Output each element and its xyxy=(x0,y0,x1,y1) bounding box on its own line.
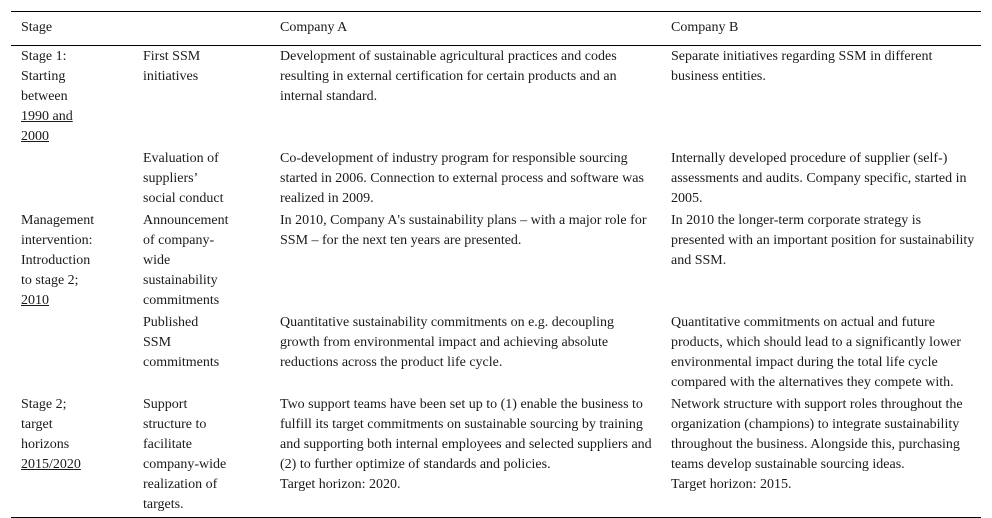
company-b-cell: Quantitative commitments on actual and future products, which should lead to a significantly lower environmental impact during the total life cycle compared with the alternatives they compete with. xyxy=(671,315,962,390)
header-stage: Stage xyxy=(11,12,133,46)
topic-line: targets. xyxy=(143,497,184,512)
topic-line: facilitate xyxy=(143,437,192,452)
stage-line: Stage 1: xyxy=(21,49,67,64)
stage-line: target xyxy=(21,417,53,432)
topic-line: social conduct xyxy=(143,191,224,206)
topic-cell xyxy=(133,209,270,311)
table-row xyxy=(11,209,981,311)
topic-line: structure to xyxy=(143,417,207,432)
header-company-a: Company A xyxy=(270,12,661,46)
stage-line: Starting xyxy=(21,69,66,84)
company-b-cell: In 2010 the longer-term corporate strategy is presented with an important position for sustainability and SSM. xyxy=(671,213,975,268)
stage-line: Stage 2; xyxy=(21,397,67,412)
topic-line: commitments xyxy=(143,355,220,370)
stage-line: between xyxy=(21,89,68,104)
company-a-cell xyxy=(270,393,661,518)
topic-cell xyxy=(133,393,270,518)
company-a-cell: In 2010, Company A's sustainability plans – with a major role for SSM – for the next ten years are presented. xyxy=(280,213,647,248)
topic-line: realization of xyxy=(143,477,218,492)
company-b-text: Network structure with support roles throughout the organization (champions) to integrate sustainability throughout the business. Alongside this, purchasing teams develop sustainable sourcing ideas. xyxy=(671,397,963,472)
table-row xyxy=(11,311,981,393)
topic-line: commitments xyxy=(143,293,220,308)
topic-line: sustainability xyxy=(143,273,218,288)
topic-line: initiatives xyxy=(143,69,199,84)
stage-period: 2010 xyxy=(21,293,49,308)
topic-line: SSM xyxy=(143,335,172,350)
stage-cell xyxy=(11,209,133,311)
topic-line: company-wide xyxy=(143,457,227,472)
header-company-b: Company B xyxy=(661,12,981,46)
topic-cell xyxy=(133,46,270,148)
table-row xyxy=(11,393,981,518)
stage-cell xyxy=(11,311,133,393)
comparison-table-container xyxy=(11,11,981,518)
company-b-cell: Separate initiatives regarding SSM in different business entities. xyxy=(671,49,933,84)
topic-line: Evaluation of xyxy=(143,151,219,166)
topic-cell xyxy=(133,311,270,393)
company-a-cell: Quantitative sustainability commitments on e.g. decoupling growth from environmental impact and achieving absolute reductions across the product life cycle. xyxy=(280,315,614,370)
stage-period: 2000 xyxy=(21,129,49,144)
stage-cell xyxy=(11,147,133,209)
stage-line: Introduction xyxy=(21,253,91,268)
company-b-cell: Internally developed procedure of supplier (self-) assessments and audits. Company specific, started in 2005. xyxy=(671,151,967,206)
table-row xyxy=(11,46,981,148)
stage-line: Management xyxy=(21,213,95,228)
stage-line: horizons xyxy=(21,437,70,452)
topic-line: Announcement xyxy=(143,213,229,228)
header-topic xyxy=(133,12,270,46)
comparison-table xyxy=(11,11,981,518)
company-a-target: Target horizon: 2020. xyxy=(280,477,401,492)
company-b-cell xyxy=(661,393,981,518)
stage-period: 2015/2020 xyxy=(21,457,81,472)
topic-line: First SSM xyxy=(143,49,201,64)
topic-line: suppliers’ xyxy=(143,171,199,186)
company-a-text: Two support teams have been set up to (1) enable the business to fulfill its target commitments on sustainable sourcing by training and supporting both internal employees and selected suppliers and (2) to further optimize of standards and policies. xyxy=(280,397,652,472)
stage-period: 1990 and xyxy=(21,109,73,124)
company-a-cell: Development of sustainable agricultural practices and codes resulting in external certification for certain products and an internal standard. xyxy=(280,49,617,104)
company-b-target: Target horizon: 2015. xyxy=(671,477,792,492)
table-row xyxy=(11,147,981,209)
topic-line: of company- xyxy=(143,233,215,248)
topic-line: Support xyxy=(143,397,188,412)
topic-line: Published xyxy=(143,315,199,330)
stage-line: intervention: xyxy=(21,233,93,248)
stage-cell xyxy=(11,46,133,148)
topic-line: wide xyxy=(143,253,171,268)
stage-line: to stage 2; xyxy=(21,273,79,288)
stage-cell xyxy=(11,393,133,518)
company-a-cell: Co-development of industry program for responsible sourcing started in 2006. Connection to external process and software was realized in 2009. xyxy=(280,151,644,206)
table-header-row xyxy=(11,12,981,46)
topic-cell xyxy=(133,147,270,209)
